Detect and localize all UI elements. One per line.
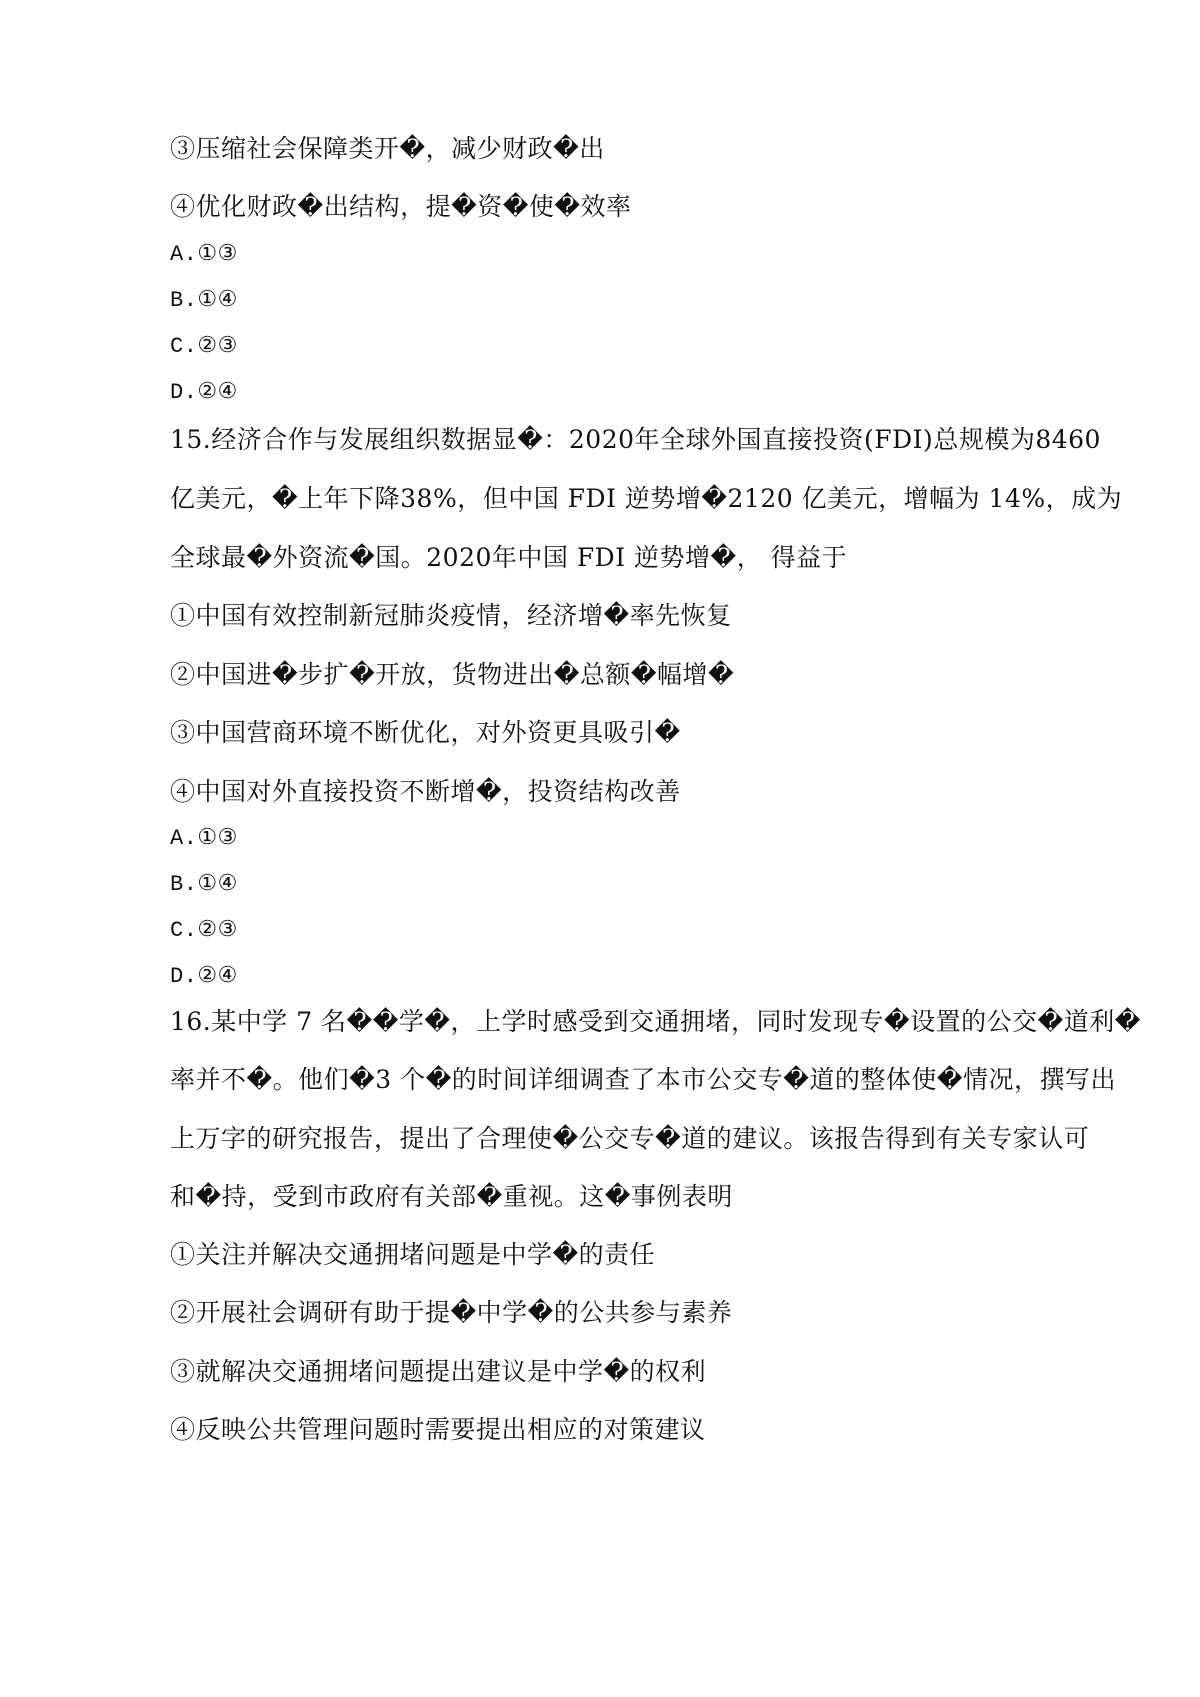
q16-statement-4: ④反映公共管理问题时需要提出相应的对策建议 <box>170 1415 706 1444</box>
q15-stem-line-1-part-4: 8460 <box>1035 425 1101 454</box>
q15-statement-2: ②中国进�步扩�开放，货物进出�总额�幅增� <box>170 660 735 689</box>
q16-statement-2: ②开展社会调研有助于提�中学�的公共参与素养 <box>170 1298 733 1327</box>
q15-stem-line-2-part-2: �上年下降 <box>272 484 401 513</box>
q16-stem-line-3: 上万字的研究报告，提出了合理使�公交专�道的建议。该报告得到有关专家认可 <box>170 1124 1090 1153</box>
q15-stem-line-2-part-3: 38%， <box>400 484 483 513</box>
q14-option-b: B.①④ <box>170 288 238 313</box>
q15-stem-line-1-part-3: 总规模为 <box>933 425 1036 454</box>
q15-stem-line-2-part-6: 成为 <box>1071 484 1123 513</box>
q15-statement-1: ①中国有效控制新冠肺炎疫情，经济增�率先恢复 <box>170 601 732 630</box>
q15-stem-line-1 <box>170 425 1101 455</box>
q16-statement-1: ①关注并解决交通拥堵问题是中学�的责任 <box>170 1240 656 1269</box>
q15-stem-line-2-part-1: 亿美元， <box>170 484 273 513</box>
q16-stem-line-2: 率并不�。他们�3 个�的时间详细调查了本市公交专�道的整体使�情况，撰写出 <box>170 1065 1117 1094</box>
q15-statement-4: ④中国对外直接投资不断增�，投资结构改善 <box>170 777 681 806</box>
q15-statement-3: ③中国营商环境不断优化，对外资更具吸引� <box>170 718 681 747</box>
q15-option-a: A.①③ <box>170 826 238 851</box>
q16-stem-line-4: 和�持，受到市政府有关部�重视。这�事例表明 <box>170 1182 733 1211</box>
q15-stem-line-1-part-1: 15.经济合作与发展组织数据显�：2020 <box>170 425 635 454</box>
q15-option-d: D.②④ <box>170 964 238 989</box>
q15-stem-line-2 <box>170 484 1123 514</box>
q15-stem-line-2-part-5: 增幅为 14%， <box>903 484 1072 513</box>
q15-option-c: C.②③ <box>170 918 238 943</box>
q15-stem-line-2-part-4: 但中国 FDI 逆势增�2120 亿美元， <box>482 484 904 513</box>
q16-statement-3: ③就解决交通拥堵问题提出建议是中学�的权利 <box>170 1357 707 1386</box>
q15-stem-line-1-part-2: 年全球外国直接投资(FDI) <box>634 425 934 454</box>
q15-stem-line-3: 全球最�外资流�国。2020年中国 FDI 逆势增�， 得益于 <box>170 543 848 572</box>
q14-statement-4: ④优化财政�出结构，提�资�使�效率 <box>170 192 632 221</box>
q15-option-b: B.①④ <box>170 872 238 897</box>
q16-stem-line-1: 16.某中学 7 名��学�，上学时感受到交通拥堵，同时发现专�设置的公交�道利� <box>170 1007 1141 1036</box>
q14-option-c: C.②③ <box>170 334 238 359</box>
q14-option-a: A.①③ <box>170 242 238 267</box>
q14-statement-3: ③压缩社会保障类开�，减少财政�出 <box>170 134 605 163</box>
q14-option-d: D.②④ <box>170 380 238 405</box>
